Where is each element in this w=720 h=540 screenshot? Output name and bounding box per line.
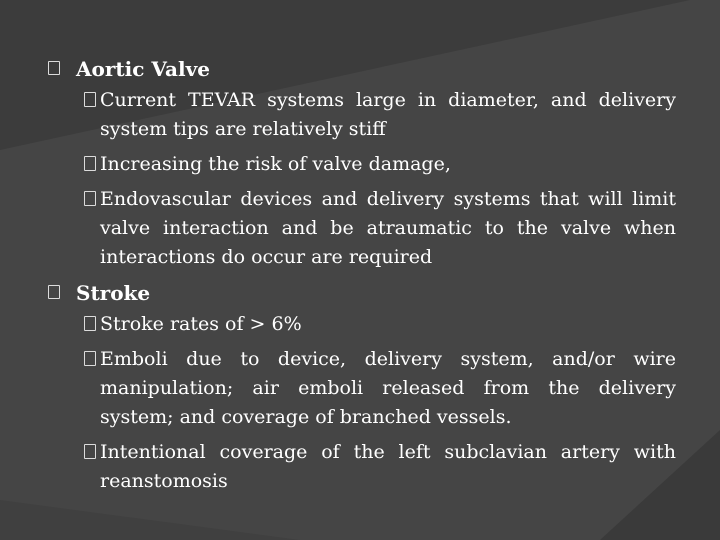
- box-bullet-icon: [84, 316, 96, 331]
- section-heading-aortic-valve: [48, 54, 676, 84]
- box-bullet-icon: [48, 61, 60, 75]
- box-bullet-icon: [84, 351, 96, 366]
- section-heading-stroke: [48, 278, 676, 308]
- list-item: [48, 438, 676, 496]
- box-bullet-icon: [84, 191, 96, 206]
- stroke-items: [48, 310, 676, 496]
- aortic-valve-items: [48, 86, 676, 272]
- list-item: [48, 185, 676, 272]
- list-item-text: Intentional coverage of the left subclavian artery with reanstomosis: [100, 441, 676, 492]
- list-item: [48, 345, 676, 432]
- slide-content: [48, 50, 676, 502]
- list-item-text: Endovascular devices and delivery systems that will limit valve interaction and be atraumatic to the valve when interactions do occur are required: [100, 188, 676, 268]
- section-heading-text: Aortic Valve: [76, 57, 210, 81]
- list-item-text: Emboli due to device, delivery system, and/or wire manipulation; air emboli released from the delivery system; and coverage of branched vessels.: [100, 348, 676, 428]
- list-item-text: Increasing the risk of valve damage,: [100, 153, 451, 175]
- box-bullet-icon: [48, 285, 60, 299]
- box-bullet-icon: [84, 92, 96, 107]
- section-heading-text: Stroke: [76, 281, 151, 305]
- box-bullet-icon: [84, 156, 96, 171]
- list-item-text: Current TEVAR systems large in diameter, and delivery system tips are relatively stiff: [100, 89, 676, 140]
- list-item: [48, 150, 676, 179]
- box-bullet-icon: [84, 444, 96, 459]
- list-item: [48, 310, 676, 339]
- list-item-text: Stroke rates of > 6%: [100, 313, 302, 335]
- list-item: [48, 86, 676, 144]
